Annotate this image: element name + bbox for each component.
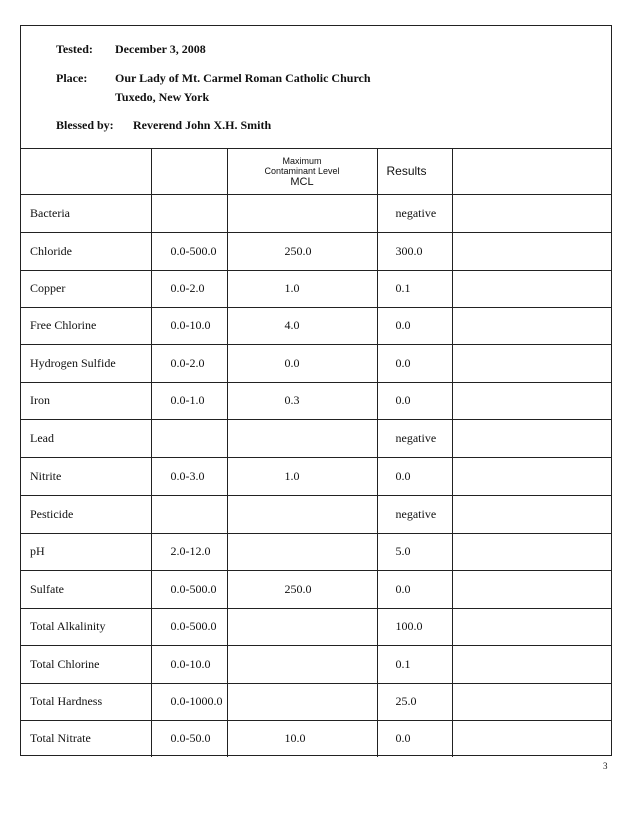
blank-cell [452, 307, 612, 344]
test-range: 0.0-500.0 [151, 608, 227, 645]
table-row [21, 533, 612, 570]
blank-cell [452, 533, 612, 570]
result-value: 25.0 [377, 683, 452, 720]
header-cell-name [21, 149, 151, 194]
result-value: 0.1 [377, 270, 452, 307]
mcl-value [227, 495, 377, 533]
result-value: 300.0 [377, 232, 452, 270]
mcl-value: 10.0 [227, 720, 377, 757]
test-range: 0.0-1.0 [151, 382, 227, 419]
mcl-value: 0.0 [227, 344, 377, 382]
tested-date: December 3, 2008 [115, 42, 206, 56]
table-row [21, 683, 612, 720]
blank-cell [452, 419, 612, 457]
place-location: Tuxedo, New York [115, 90, 210, 104]
blank-cell [452, 570, 612, 608]
mcl-value [227, 683, 377, 720]
analyte-name: Chloride [21, 232, 151, 270]
analyte-name: Total Nitrate [21, 720, 151, 757]
result-value: 0.1 [377, 645, 452, 683]
result-value: negative [377, 419, 452, 457]
mcl-value: 250.0 [227, 570, 377, 608]
result-value: negative [377, 194, 452, 232]
table-row [21, 344, 612, 382]
mcl-heading-line3: MCL [290, 175, 314, 188]
mcl-value: 0.3 [227, 382, 377, 419]
result-value: 5.0 [377, 533, 452, 570]
analyte-name: pH [21, 533, 151, 570]
test-range: 0.0-500.0 [151, 232, 227, 270]
analyte-name: Free Chlorine [21, 307, 151, 344]
results-table [21, 149, 612, 757]
place-label: Place: [56, 71, 88, 85]
table-row [21, 570, 612, 608]
mcl-value [227, 645, 377, 683]
mcl-value [227, 533, 377, 570]
analyte-name: Bacteria [21, 194, 151, 232]
test-range [151, 194, 227, 232]
header-cell-blank [452, 149, 612, 194]
blank-cell [452, 683, 612, 720]
blank-cell [452, 645, 612, 683]
table-header-row [21, 149, 612, 194]
test-range: 0.0-500.0 [151, 570, 227, 608]
mcl-value [227, 194, 377, 232]
blank-cell [452, 495, 612, 533]
analyte-name: Lead [21, 419, 151, 457]
blank-cell [452, 457, 612, 495]
result-value: 100.0 [377, 608, 452, 645]
analyte-name: Copper [21, 270, 151, 307]
mcl-value: 1.0 [227, 457, 377, 495]
blank-cell [452, 608, 612, 645]
table-row [21, 382, 612, 419]
test-range: 0.0-2.0 [151, 270, 227, 307]
analyte-name: Total Chlorine [21, 645, 151, 683]
mcl-value: 250.0 [227, 232, 377, 270]
blessed-by-label: Blessed by: [56, 118, 114, 132]
result-value: 0.0 [377, 382, 452, 419]
table-row [21, 457, 612, 495]
place-name: Our Lady of Mt. Carmel Roman Catholic Church [115, 71, 371, 85]
test-range: 0.0-10.0 [151, 307, 227, 344]
test-range: 2.0-12.0 [151, 533, 227, 570]
table-row [21, 232, 612, 270]
blank-cell [452, 720, 612, 757]
mcl-value: 1.0 [227, 270, 377, 307]
table-row [21, 194, 612, 232]
blank-cell [452, 382, 612, 419]
mcl-value: 4.0 [227, 307, 377, 344]
table-row [21, 419, 612, 457]
blank-cell [452, 344, 612, 382]
table-row [21, 608, 612, 645]
blessed-by-name: Reverend John X.H. Smith [133, 118, 272, 132]
test-range: 0.0-1000.0 [151, 683, 227, 720]
analyte-name: Total Hardness [21, 683, 151, 720]
mcl-heading-line1: Maximum [282, 155, 322, 166]
result-value: 0.0 [377, 457, 452, 495]
table-row [21, 307, 612, 344]
table-row [21, 645, 612, 683]
report-header [21, 26, 611, 149]
blank-cell [452, 194, 612, 232]
analyte-name: Iron [21, 382, 151, 419]
table-row [21, 270, 612, 307]
test-range: 0.0-3.0 [151, 457, 227, 495]
header-cell-results: Results [377, 149, 452, 194]
result-value: 0.0 [377, 344, 452, 382]
table-row [21, 495, 612, 533]
analyte-name: Pesticide [21, 495, 151, 533]
analyte-name: Hydrogen Sulfide [21, 344, 151, 382]
mcl-value [227, 419, 377, 457]
result-value: 0.0 [377, 307, 452, 344]
test-range: 0.0-10.0 [151, 645, 227, 683]
tested-label: Tested: [56, 42, 93, 56]
mcl-value [227, 608, 377, 645]
test-range: 0.0-2.0 [151, 344, 227, 382]
analyte-name: Sulfate [21, 570, 151, 608]
mcl-heading-line2: Contaminant Level [264, 165, 340, 176]
analyte-name: Total Alkalinity [21, 608, 151, 645]
header-cell-range [151, 149, 227, 194]
table-row [21, 720, 612, 757]
blank-cell [452, 232, 612, 270]
result-value: negative [377, 495, 452, 533]
test-range [151, 495, 227, 533]
test-range [151, 419, 227, 457]
blank-cell [452, 270, 612, 307]
result-value: 0.0 [377, 570, 452, 608]
page-number: 3 [603, 761, 608, 771]
analyte-name: Nitrite [21, 457, 151, 495]
header-cell-mcl [227, 149, 377, 194]
test-range: 0.0-50.0 [151, 720, 227, 757]
report-frame [20, 25, 612, 756]
result-value: 0.0 [377, 720, 452, 757]
